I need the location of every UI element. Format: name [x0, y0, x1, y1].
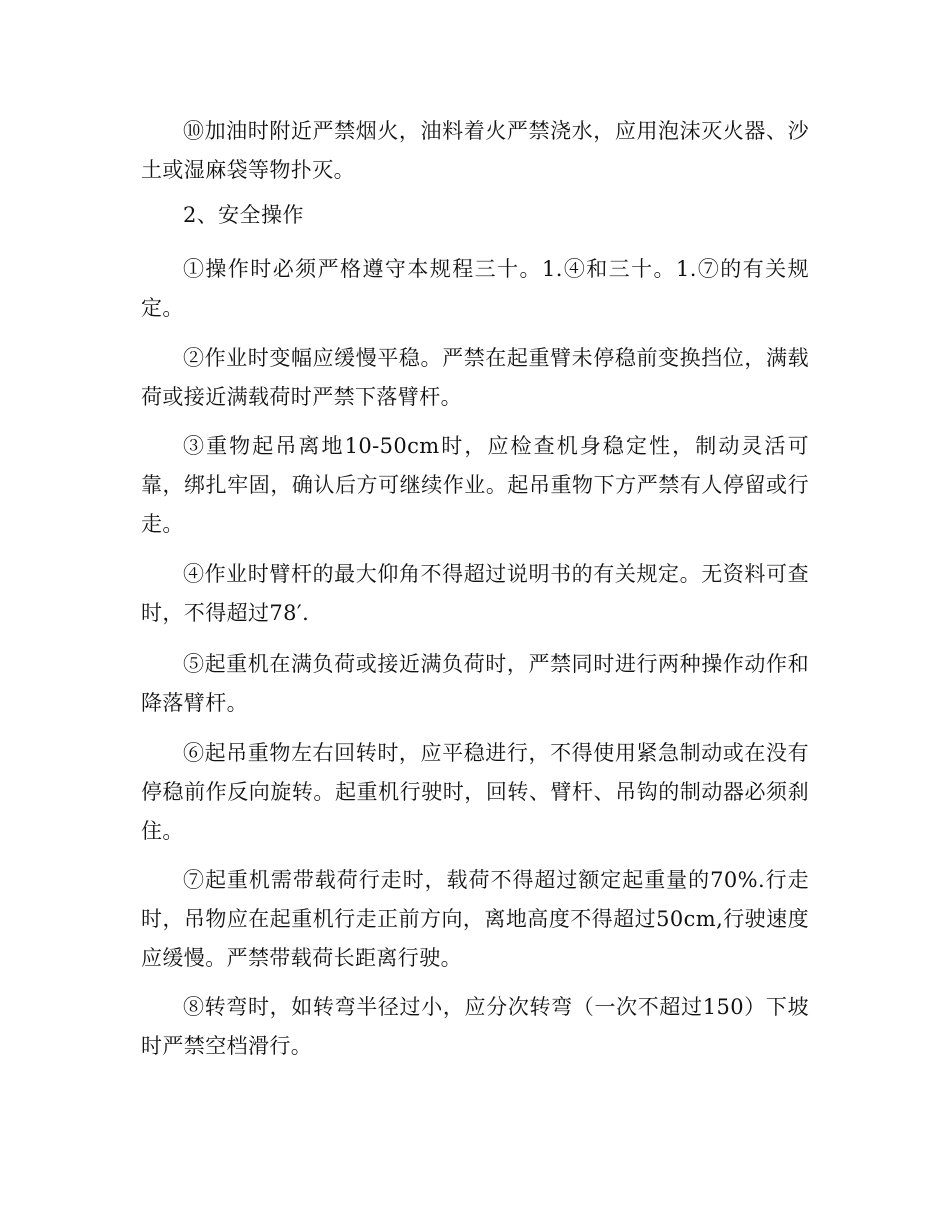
paragraph-item-5: ⑤起重机在满负荷或接近满负荷时，严禁同时进行两种操作动作和降落臂杆。: [141, 652, 809, 715]
paragraph-item-7: ⑦起重机需带载荷行走时，载荷不得超过额定起重量的70%.行走时，吊物应在起重机行走正前方向，离地高度不得超过50cm,行驶速度应缓慢。严禁带载荷长距离行驶。: [141, 868, 809, 970]
paragraph-item-3: ③重物起吊离地10-50cm时，应检查机身稳定性，制动灵活可靠，绑扎牢固，确认后方可继续作业。起吊重物下方严禁有人停留或行走。: [141, 434, 809, 536]
paragraph-fire-safety: ⑩加油时附近严禁烟火，油料着火严禁浇水，应用泡沫灭火器、沙土或湿麻袋等物扑灭。: [141, 119, 809, 182]
paragraph-item-1: ①操作时必须严格遵守本规程三十。1.④和三十。1.⑦的有关规定。: [141, 257, 809, 320]
paragraph-item-4: ④作业时臂杆的最大仰角不得超过说明书的有关规定。无资料可查时，不得超过78′.: [141, 562, 809, 625]
section-heading-safe-operation: 2、安全操作: [183, 203, 304, 227]
paragraph-item-2: ②作业时变幅应缓慢平稳。严禁在起重臂未停稳前变换挡位，满载荷或接近满载荷时严禁下落臂杆。: [141, 346, 809, 409]
paragraph-item-6: ⑥起吊重物左右回转时，应平稳进行，不得使用紧急制动或在没有停稳前作反向旋转。起重机行驶时，回转、臂杆、吊钩的制动器必须刹住。: [141, 741, 809, 843]
paragraph-item-8: ⑧转弯时，如转弯半径过小，应分次转弯（一次不超过150）下坡时严禁空档滑行。: [141, 995, 809, 1058]
